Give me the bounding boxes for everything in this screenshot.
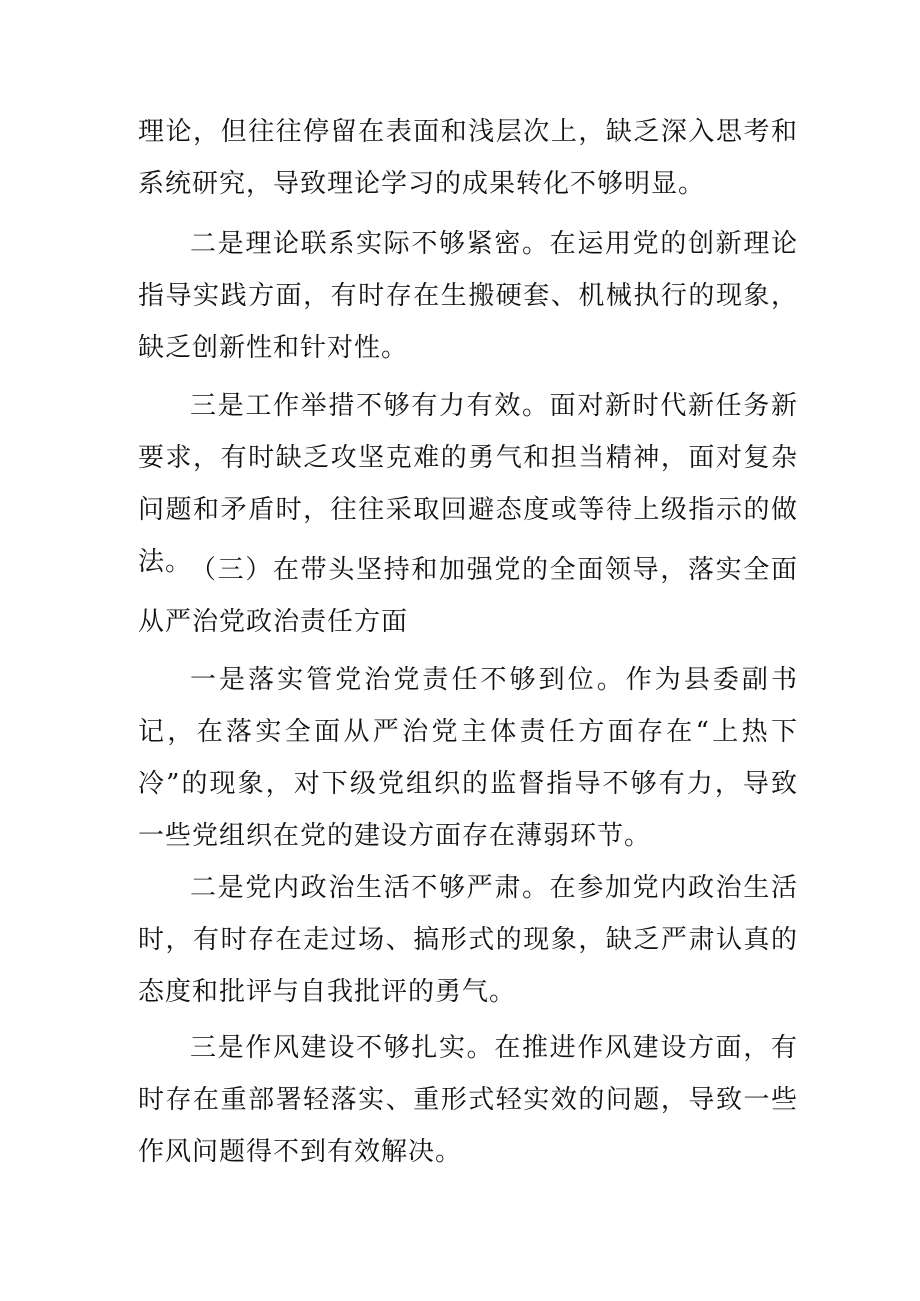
paragraph-continuation: 理论，但往往停留在表面和浅层次上，缺乏深入思考和系统研究，导致理论学习的成果转化不够明显。 — [138, 117, 798, 199]
paragraph-point-two-theory: 二是理论联系实际不够紧密。在运用党的创新理论指导实践方面，有时存在生搬硬套、机械执行的现象，缺乏创新性和针对性。 — [138, 229, 798, 363]
paragraph-point-three-measures: 三是工作举措不够有力有效。面对新时代新任务新要求，有时缺乏攻坚克难的勇气和担当精神，面对复杂问题和矛盾时，往往采取回避态度或等待上级指示的做法。 — [138, 391, 798, 577]
paragraph-point-one-responsibility: 一是落实管党治党责任不够到位。作为县委副书记，在落实全面从严治党主体责任方面存在“上热下冷”的现象，对下级党组织的监督指导不够有力，导致一些党组织在党的建设方面存在薄弱环节。 — [138, 665, 798, 851]
paragraph-point-three-work-style: 三是作风建设不够扎实。在推进作风建设方面，有时存在重部署轻落实、重形式轻实效的问题，导致一些作风问题得不到有效解决。 — [138, 1033, 798, 1167]
paragraph-point-two-political-life: 二是党内政治生活不够严肃。在参加党内政治生活时，有时存在走过场、搞形式的现象，缺乏严肃认真的态度和批评与自我批评的勇气。 — [138, 873, 798, 1007]
section-heading-three: （三）在带头坚持和加强党的全面领导，落实全面从严治党政治责任方面 — [138, 555, 798, 637]
